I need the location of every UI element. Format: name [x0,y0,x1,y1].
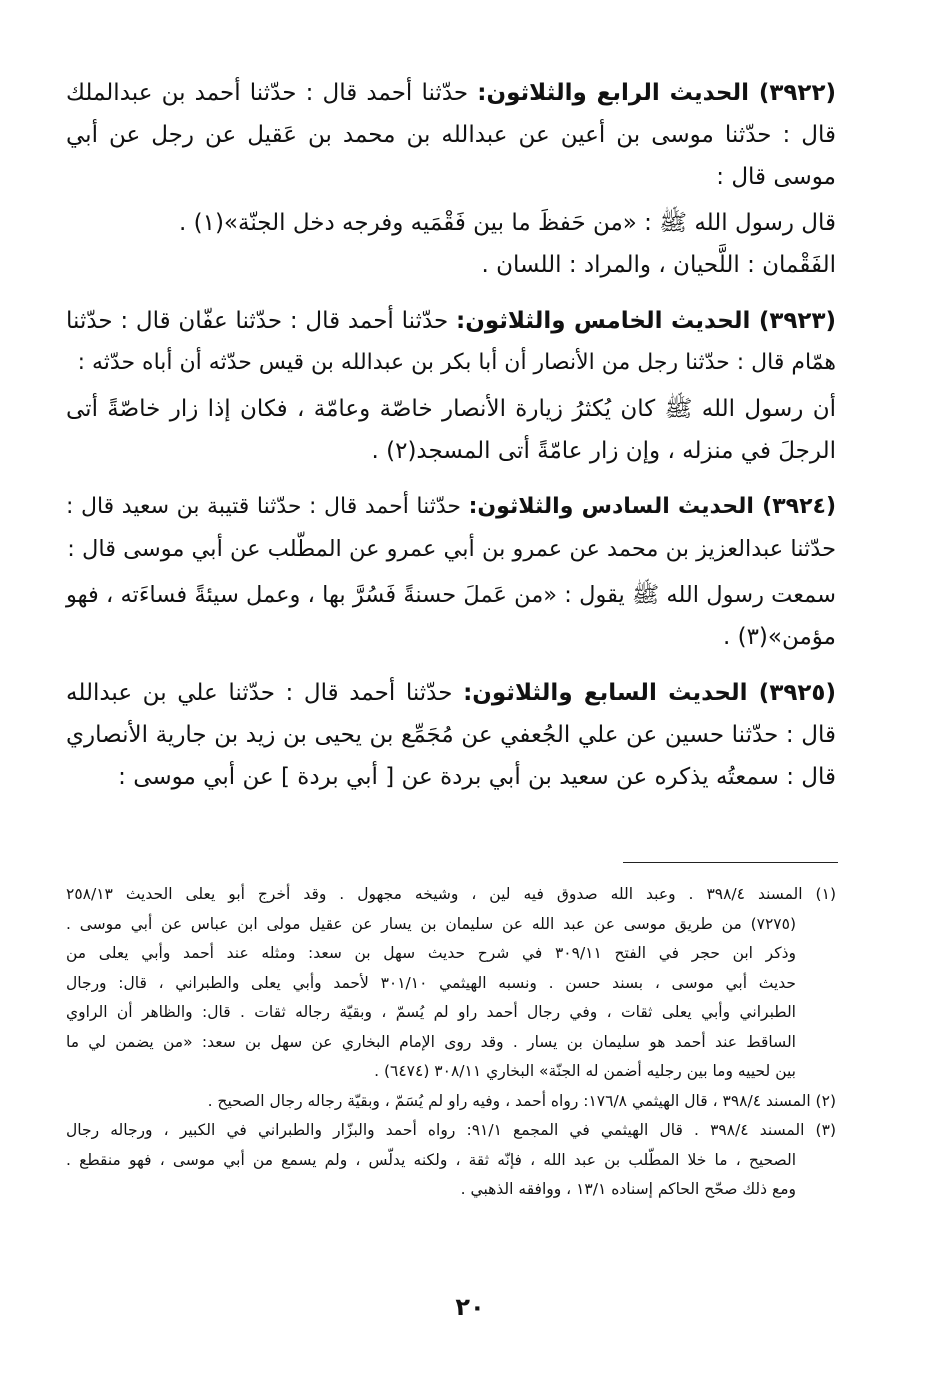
isnad-line [66,486,836,528]
matn-line: أن رسول الله ﷺ كان يُكثرُ زيارة الأنصار خاصّة وعامّة ، فكان إذا زار خاصّةً أتى [66,396,836,422]
hadith-3922 [66,72,836,286]
isnad-line: حدّثنا عبدالعزيز بن محمد عن عمرو بن أبي عمرو عن المطّلب عن أبي موسى قال : [67,536,836,562]
footnote-line: (٧٢٧٥) من طريق موسى عن عبد الله عن سليمان بن يسار عن عقيل مولى ابن عباس عن أبي موسى . [66,914,796,933]
footnote-separator [623,862,838,863]
footnotes [66,880,836,1205]
footnote-line: حديث أبي موسى ، بسند حسن . ونسبه الهيثمي ٣٠١/١٠ لأحمد وأبي يعلى والطبراني ، قال: ورجال [66,973,796,992]
hadith-3923 [66,300,836,472]
isnad-text: حدّثنا أحمد قال : حدّثنا عفّان قال : حدّثنا [66,308,457,334]
footnote-line: (١) المسند ٣٩٨/٤ . وعبد الله صدوق فيه لين ، وشيخه مجهول . وقد أخرج أبو يعلى الحديث ٢٥٨/١٣ [66,885,836,903]
isnad-line: قال : حدّثنا موسى بن أعين عن عبدالله بن محمد بن عَقيل عن رجل عن أبي [66,122,836,148]
isnad-line [66,72,836,114]
isnad-line: موسى قال : [716,164,836,190]
matn-line: الرجلَ في منزله ، وإن زار عامّةً أتى المسجد(٢) . [371,438,836,464]
hadith-3924 [66,486,836,658]
footnote-line: الساقط عند أحمد هو سليمان بن يسار . وقد روى الإمام البخاري عن سهل بن سعد: «من يضمن لي ما [66,1032,796,1051]
hadith-3925 [66,672,836,798]
hadith-matn [66,388,836,472]
page-number: ٢٠ [455,1293,485,1321]
isnad-text: حدّثنا أحمد قال : حدّثنا علي بن عبدالله [66,680,464,706]
isnad-line: قال : سمعتُه يذكره عن سعيد بن أبي بردة عن [ أبي بردة ] عن أبي موسى : [118,764,836,790]
footnote-line: ومع ذلك صحّح الحاكم إسناده ١٣/١ ، ووافقه الذهبي . [460,1180,796,1198]
isnad-line: همّام قال : حدّثنا رجل من الأنصار أن أبا بكر بن عبدالله بن قيس حدّثه أن أباه حدّثه : [77,350,836,375]
footnote-line: (٢) المسند ٣٩٨/٤ ، قال الهيثمي ١٧٦/٨: رواه أحمد ، وفيه راو لم يُسَمّ ، وبقيّة رجاله رجال الصحيح . [207,1091,836,1110]
main-text [66,72,836,812]
hadith-matn [66,202,836,286]
matn-line: سمعت رسول الله ﷺ يقول : «من عَملَ حسنةً فَسُرَّ بها ، وعمل سيئةً فساءَته ، فهو [66,582,836,608]
isnad-text: حدّثنا أحمد قال : حدّثنا قتيبة بن سعيد قال : [66,494,469,519]
hadith-heading: (٣٩٢٣) الحديث الخامس والثلاثون: [456,308,836,334]
matn-line: مؤمن»(٣) . [722,624,836,650]
footnote-line: (٣) المسند ٣٩٨/٤ . قال الهيثمي في المجمع ٩١/١: رواه أحمد والبزّار والطبراني في الكبير ، ورجاله رجال [66,1121,836,1139]
hadith-heading: (٣٩٢٢) الحديث الرابع والثلاثون: [477,80,836,106]
isnad-line: قال : حدّثنا حسين عن علي الجُعفي عن مُجَمِّع بن يحيى بن زيد بن جارية الأنصاري [66,722,836,748]
footnote-line: بين لحييه وما بين رجليه أضمن له الجنّة» البخاري ٣٠٨/١١ (٦٤٧٤) . [374,1062,796,1080]
footnote-line: وذكر ابن حجر في الفتح ٣٠٩/١١ في شرح حديث سهل بن سعد: ومثله عند أحمد وأبي يعلى من [66,944,796,962]
hadith-heading: (٣٩٢٤) الحديث السادس والثلاثون: [468,494,836,519]
hadith-heading: (٣٩٢٥) الحديث السابع والثلاثون: [463,680,836,706]
isnad-line [66,672,836,714]
isnad-text: حدّثنا أحمد قال : حدّثنا أحمد بن عبدالملك [66,80,478,106]
hadith-matn [66,574,836,658]
matn-line: قال رسول الله ﷺ : «من حَفظَ ما بين فَقْمَيه وفرجه دخل الجنّة»(١) . [178,210,836,236]
footnote-line: الصحيح ، ما خلا المطّلب بن عبد الله ، فإنّه ثقة ، ولكنه يدلّس ، ولم يسمع من أبي موسى ، فهو منقطع . [66,1150,796,1169]
matn-line: الفَقْمان : اللَّحيان ، والمراد : اللسان . [481,252,836,278]
isnad-line [66,300,836,342]
footnote-line: الطبراني وأبي يعلى ثقات ، وفي رجال أحمد راو لم يُسمّ ، وبقيّة رجاله ثقات . قال: والظاهر أن الراوي [66,1003,796,1021]
